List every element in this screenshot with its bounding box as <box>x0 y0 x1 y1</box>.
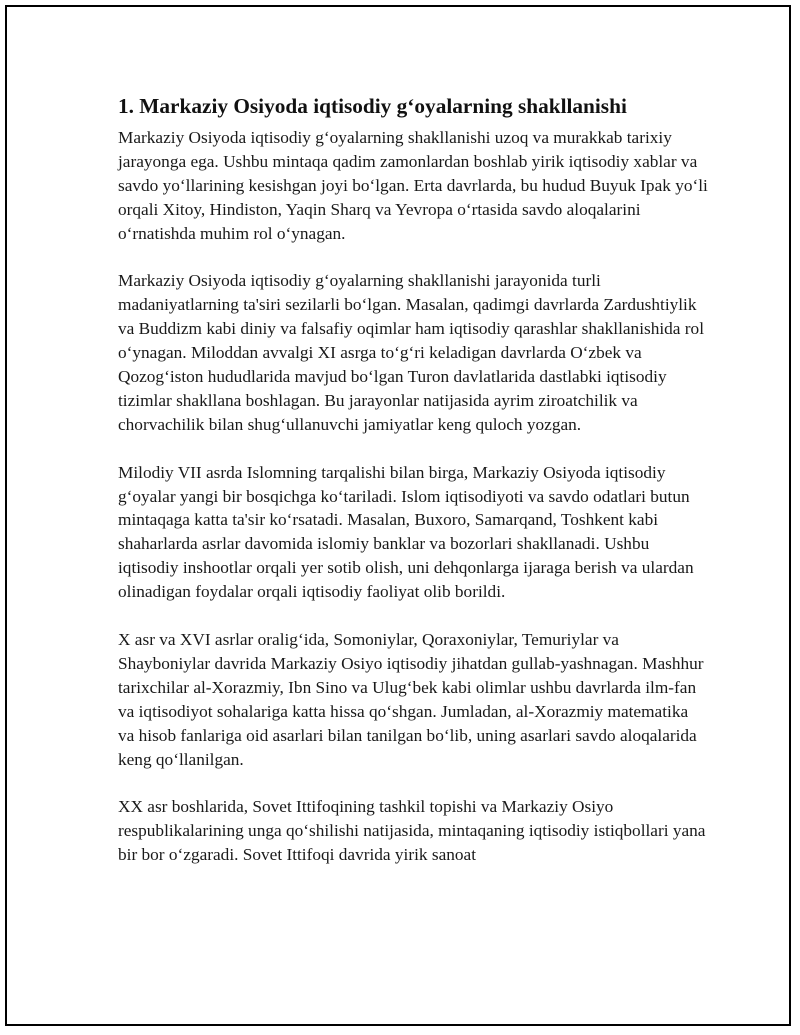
section-title: 1. Markaziy Osiyoda iqtisodiy gʻoyalarning shakllanishi <box>118 94 627 118</box>
paragraph-2: Markaziy Osiyoda iqtisodiy gʻoyalarning shakllanishi jarayonida turli madaniyatlarning ta'siri sezilarli boʻlgan. Masalan, qadimgi davrlarda Zardushtiylik va Buddizm kabi diniy va falsafiy oqimlar ham iqtisodiy qarashlar shakllanishida rol oʻynagan. Miloddan avvalgi XI asrga toʻgʻri keladigan davrlarda Oʻzbek va Qozogʻiston hududlarida mavjud boʻlgan Turon davlatlarida dastlabki iqtisodiy tizimlar shakllana boshlagan. Bu jarayonlar natijasida ayrim ziroatchilik va chorvachilik bilan shugʻullanuvchi jamiyatlar keng quloch yozgan. <box>118 271 704 434</box>
paragraph-1: Markaziy Osiyoda iqtisodiy gʻoyalarning shakllanishi uzoq va murakkab tarixiy jarayonga ega. Ushbu mintaqa qadim zamonlardan boshlab yirik iqtisodiy xablar va savdo yoʻllarining kesishgan joyi boʻlgan. Erta davrlarda, bu hudud Buyuk Ipak yoʻli orqali Xitoy, Hindiston, Yaqin Sharq va Yevropa oʻrtasida savdo aloqalarini oʻrnatishda muhim rol oʻynagan. <box>118 128 708 243</box>
paragraph-3: Milodiy VII asrda Islomning tarqalishi bilan birga, Markaziy Osiyoda iqtisodiy gʻoyalar yangi bir bosqichga koʻtariladi. Islom iqtisodiyoti va savdo odatlari butun mintaqaga katta ta'sir koʻrsatadi. Masalan, Buxoro, Samarqand, Toshkent kabi shaharlarda asrlar davomida islomiy banklar va bozorlari shakllanadi. Ushbu iqtisodiy inshootlar orqali yer sotib olish, uni dehqonlarga ijaraga berish va ulardan olinadigan foydalar orqali iqtisodiy faoliyat olib borildi. <box>118 462 694 602</box>
paragraph-5: XX asr boshlarida, Sovet Ittifoqining tashkil topishi va Markaziy Osiyo respublikalarining unga qoʻshilishi natijasida, mintaqaning iqtisodiy istiqbollari yana bir bor oʻzgaradi. Sovet Ittifoqi davrida yirik sanoat <box>118 797 706 865</box>
paragraph-4: X asr va XVI asrlar oraligʻida, Somoniylar, Qoraxoniylar, Temuriylar va Shayboniylar davrida Markaziy Osiyo iqtisodiy jihatdan gullab-yashnagan. Mashhur tarixchilar al-Xorazmiy, Ibn Sino va Ulugʻbek kabi olimlar ushbu davrlarda ilm-fan va iqtisodiyot sohalariga katta hissa qoʻshgan. Jumladan, al-Xorazmiy matematika va hisob fanlariga oid asarlari bilan tanilgan boʻlib, uning asarlari savdo aloqalarida keng qoʻllanilgan. <box>118 629 704 769</box>
document-body <box>118 92 708 891</box>
